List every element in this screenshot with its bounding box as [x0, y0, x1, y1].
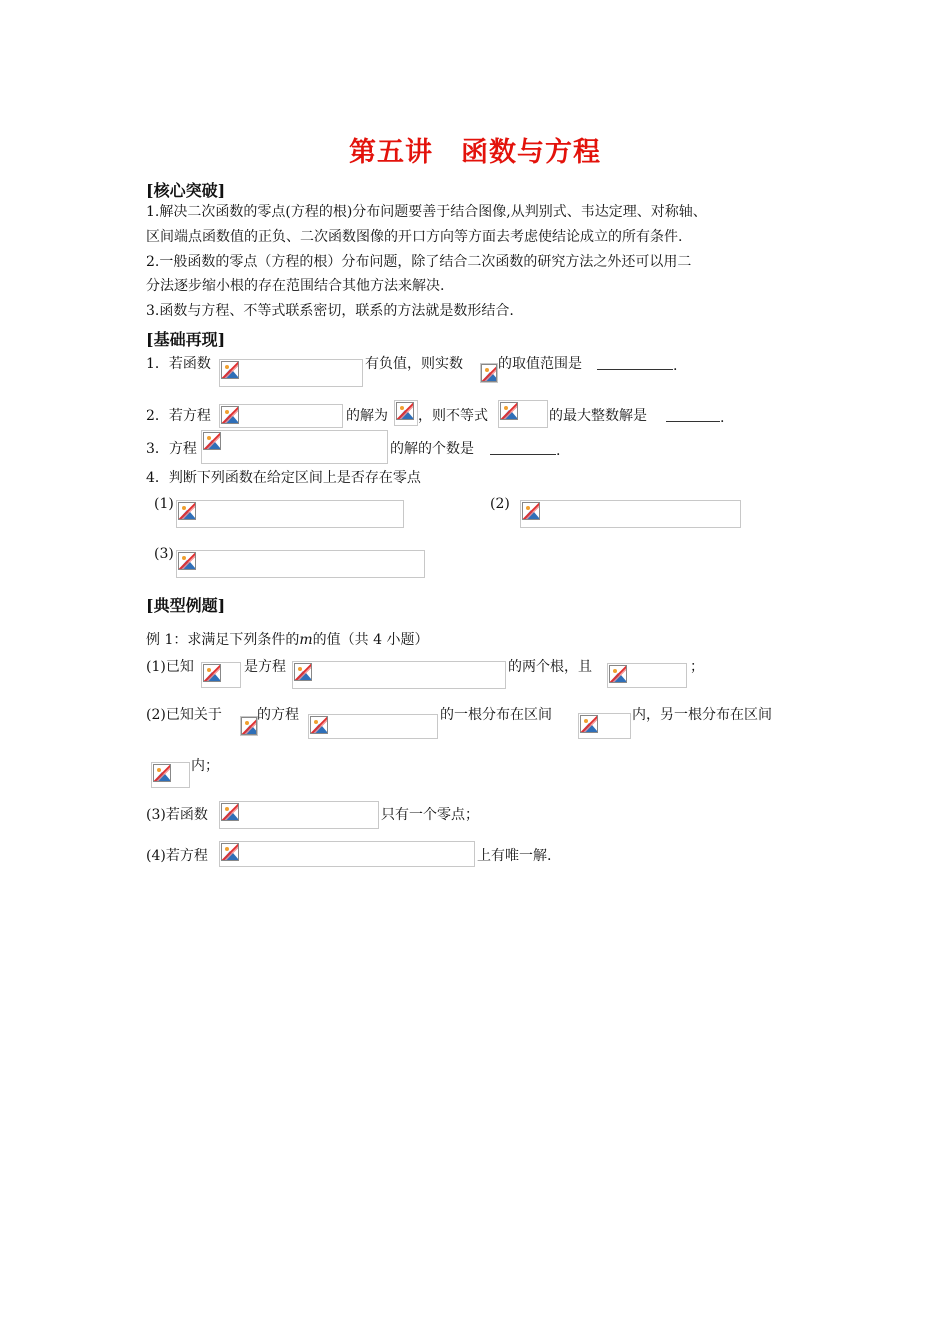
- broken-image-icon: [203, 664, 221, 682]
- formula-image: [607, 663, 687, 688]
- core-point-1-line-2: 区间端点函数值的正负、二次函数图像的开口方向等方面去考虑使结论成立的所有条件.: [146, 229, 683, 245]
- q4-item-1-label: (1): [154, 496, 174, 512]
- core-point-3: 3.函数与方程、不等式联系密切，联系的方法就是数形结合.: [146, 303, 514, 319]
- formula-image: [578, 713, 631, 739]
- broken-image-icon: [178, 552, 196, 570]
- answer-blank[interactable]: [666, 406, 720, 422]
- section-heading-examples: [典型例题]: [146, 596, 226, 615]
- broken-image-icon: [500, 402, 518, 420]
- formula-image: [219, 404, 343, 428]
- broken-image-icon: [153, 764, 171, 782]
- q4-item-3-label: (3): [154, 546, 174, 562]
- broken-image-icon: [178, 502, 196, 520]
- q2-end: .: [720, 410, 725, 426]
- broken-image-icon: [221, 843, 239, 861]
- q3-prefix: 3．方程: [146, 441, 197, 457]
- e4-prefix: (4)若方程: [146, 848, 208, 864]
- q4-text: 4．判断下列函数在给定区间上是否存在零点: [146, 470, 421, 486]
- formula-image: [219, 801, 379, 829]
- q2-middle: 的解为: [346, 408, 388, 424]
- q1-prefix: 1．若函数: [146, 356, 211, 372]
- e3-prefix: (3)若函数: [146, 807, 208, 823]
- formula-image: [480, 363, 498, 383]
- formula-image: [176, 500, 404, 528]
- formula-image: [394, 400, 418, 426]
- answer-blank[interactable]: [490, 439, 556, 455]
- broken-image-icon: [221, 406, 239, 424]
- broken-image-icon: [221, 803, 239, 821]
- e2-middle-2: 的一根分布在区间: [440, 707, 552, 723]
- broken-image-icon: [522, 502, 540, 520]
- q3-end: .: [556, 443, 561, 459]
- q2-middle-2: ，则不等式: [418, 408, 488, 424]
- e1-middle: 是方程: [244, 659, 286, 675]
- formula-image: [201, 430, 388, 464]
- e2-middle-3: 内，另一根分布在区间: [632, 707, 772, 723]
- core-point-2-line-2: 分法逐步缩小根的存在范围结合其他方法来解决.: [146, 278, 445, 294]
- formula-image: [201, 662, 241, 688]
- e3-suffix: 只有一个零点；: [381, 807, 479, 823]
- core-point-1-line-1: 1.解决二次函数的零点(方程的根)分布问题要善于结合图像,从判别式、韦达定理、对称轴、: [146, 204, 707, 220]
- broken-image-icon: [396, 402, 414, 420]
- formula-image: [292, 661, 506, 689]
- page-title: 第五讲 函数与方程: [349, 137, 601, 168]
- core-point-2-line-1: 2.一般函数的零点（方程的根）分布问题，除了结合二次函数的研究方法之外还可以用二: [146, 254, 692, 270]
- broken-image-icon: [221, 361, 239, 379]
- q2-prefix: 2．若方程: [146, 408, 211, 424]
- e1-prefix: (1)已知: [146, 659, 194, 675]
- formula-image: [151, 762, 190, 788]
- broken-image-icon: [294, 663, 312, 681]
- formula-image: [176, 550, 425, 578]
- broken-image-icon: [481, 364, 497, 382]
- e4-suffix: 上有唯一解.: [477, 848, 552, 864]
- broken-image-icon: [580, 715, 598, 733]
- formula-image: [219, 359, 363, 387]
- q1-end: .: [673, 358, 678, 374]
- broken-image-icon: [203, 432, 221, 450]
- e2-prefix: (2)已知关于: [146, 707, 222, 723]
- section-heading-basics: [基础再现]: [146, 330, 226, 349]
- broken-image-icon: [609, 665, 627, 683]
- e2-middle: 的方程: [257, 707, 299, 723]
- q4-item-2-label: (2): [490, 496, 510, 512]
- e1-end: ；: [690, 659, 704, 675]
- formula-image: [520, 500, 741, 528]
- formula-image: [498, 400, 548, 428]
- formula-image: [219, 841, 475, 867]
- formula-image: [308, 714, 438, 739]
- e1-middle-2: 的两个根，且: [508, 659, 592, 675]
- e2-end: 内；: [191, 758, 219, 774]
- q3-suffix: 的解的个数是: [390, 441, 474, 457]
- answer-blank[interactable]: [597, 354, 673, 370]
- q1-suffix: 的取值范围是: [498, 356, 582, 372]
- q1-middle: 有负值，则实数: [365, 356, 463, 372]
- example-intro: 例 1：求满足下列条件的m的值（共 4 小题）: [146, 632, 429, 648]
- variable-m: m: [299, 632, 313, 648]
- broken-image-icon: [310, 716, 328, 734]
- broken-image-icon: [241, 717, 257, 735]
- formula-image: [240, 716, 258, 736]
- section-heading-core: [核心突破]: [146, 181, 226, 200]
- q2-suffix: 的最大整数解是: [549, 408, 647, 424]
